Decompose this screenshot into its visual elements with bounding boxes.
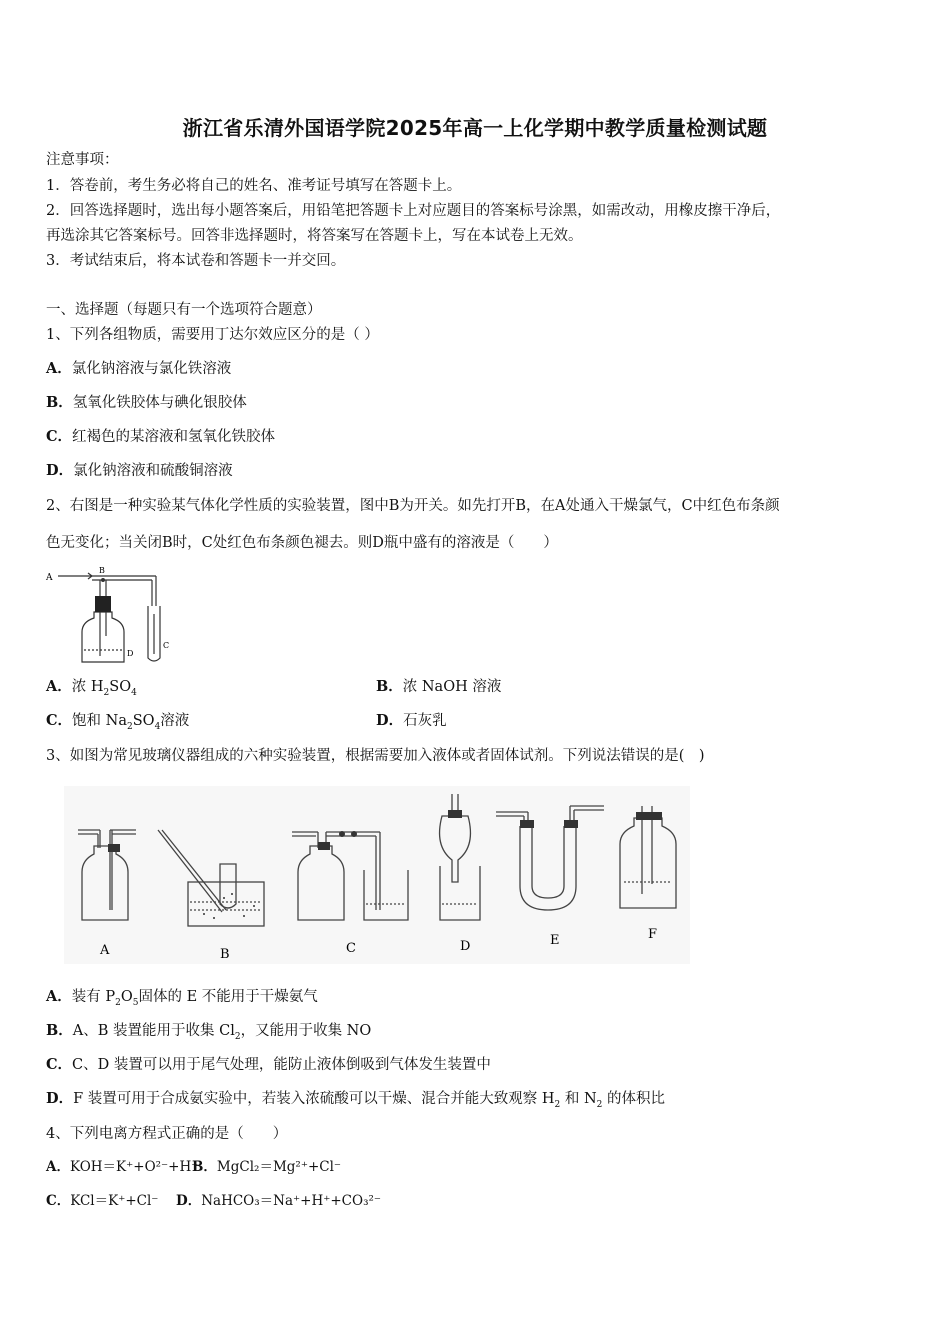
q4-option-c: C．KCl＝K⁺+Cl⁻ [46,1193,159,1209]
q1-option-d: D．氯化钠溶液和硫酸铜溶液 [46,462,233,479]
valve-icon [101,578,105,582]
q3-option-c: C．C、D 装置可以用于尾气处理，能防止液体倒吸到气体发生装置中 [46,1056,491,1073]
q4-stem: 4、下列电离方程式正确的是（ ） [46,1126,288,1142]
notice-item-2: 2．回答选择题时，选出每小题答案后，用铅笔把答题卡上对应题目的答案标号涂黑，如需改动，用橡皮擦干净后， [46,203,781,219]
q4-option-b: B．MgCl₂＝Mg²⁺+Cl⁻ [192,1159,342,1175]
q3-option-b: B．A、B 装置能用于收集 $Cl_2$，又能用于收集 NO [46,1022,372,1042]
label-b: B [99,566,105,575]
q2-option-d: D．石灰乳 [376,712,447,729]
q2-stem-line1: 2、右图是一种实验某气体化学性质的实验装置，图中B为开关。如先打开B，在A处通入干燥氯气，C中红色布条颜 [46,498,780,514]
fig-label-e: E [550,933,560,948]
q3-apparatus-figure [64,786,690,964]
notice-item-2-cont: 再选涂其它答案标号。回答非选择题时，将答案写在答题卡上，写在本试卷上无效。 [46,228,583,244]
q2-apparatus-figure [44,566,174,670]
q4-option-a: A．KOH＝K⁺+O²⁻+H⁺ [46,1159,199,1175]
fig-label-f: F [648,927,658,942]
label-c: C [163,641,170,650]
notice-item-3: 3．考试结束后，将本试卷和答题卡一并交回。 [46,253,346,269]
q2-stem-line2: 色无变化；当关闭B时，C处红色布条颜色褪去。则D瓶中盛有的溶液是（ ） [46,535,558,551]
q1-option-a: A．氯化钠溶液与氯化铁溶液 [46,360,232,377]
fig-label-c: C [346,941,356,956]
q1-stem: 1、下列各组物质，需要用丁达尔效应区分的是（ ） [46,327,379,343]
page-title: 浙江省乐清外国语学院2025年高一上化学期中教学质量检测试题 [182,116,768,140]
stopper-icon [95,596,111,612]
q2-option-c: C．饱和 $Na_2SO_4$溶液 [46,712,190,732]
q2-option-a: A．浓 $H_2SO_4$ [46,678,137,698]
notice-heading: 注意事项： [46,152,119,168]
q1-option-b: B．氢氧化铁胶体与碘化银胶体 [46,394,247,411]
label-d: D [127,649,134,658]
fig-label-d: D [460,939,471,954]
q3-stem: 3、如图为常见玻璃仪器组成的六种实验装置，根据需要加入液体或者固体试剂。下列说法错误的是( ) [46,748,705,764]
q2-option-b: B．浓 NaOH 溶液 [376,678,502,695]
label-a: A [46,573,53,583]
notice-item-1: 1．答卷前，考生务必将自己的姓名、准考证号填写在答题卡上。 [46,178,462,194]
q3-option-a: A．装有 $P_2O_5$固体的 E 不能用于干燥氨气 [46,988,318,1008]
q3-option-d: D．F 装置可用于合成氨实验中，若装入浓硫酸可以干燥、混合并能大致观察 $H_2$ 和 $N_2$ 的体积比 [46,1090,665,1110]
section-heading: 一、选择题（每题只有一个选项符合题意） [46,302,322,318]
fig-label-b: B [220,947,230,962]
fig-label-a: A [100,943,110,958]
q1-option-c: C．红褐色的某溶液和氢氧化铁胶体 [46,428,276,445]
q4-option-d: D．NaHCO₃＝Na⁺+H⁺+CO₃²⁻ [176,1193,382,1209]
